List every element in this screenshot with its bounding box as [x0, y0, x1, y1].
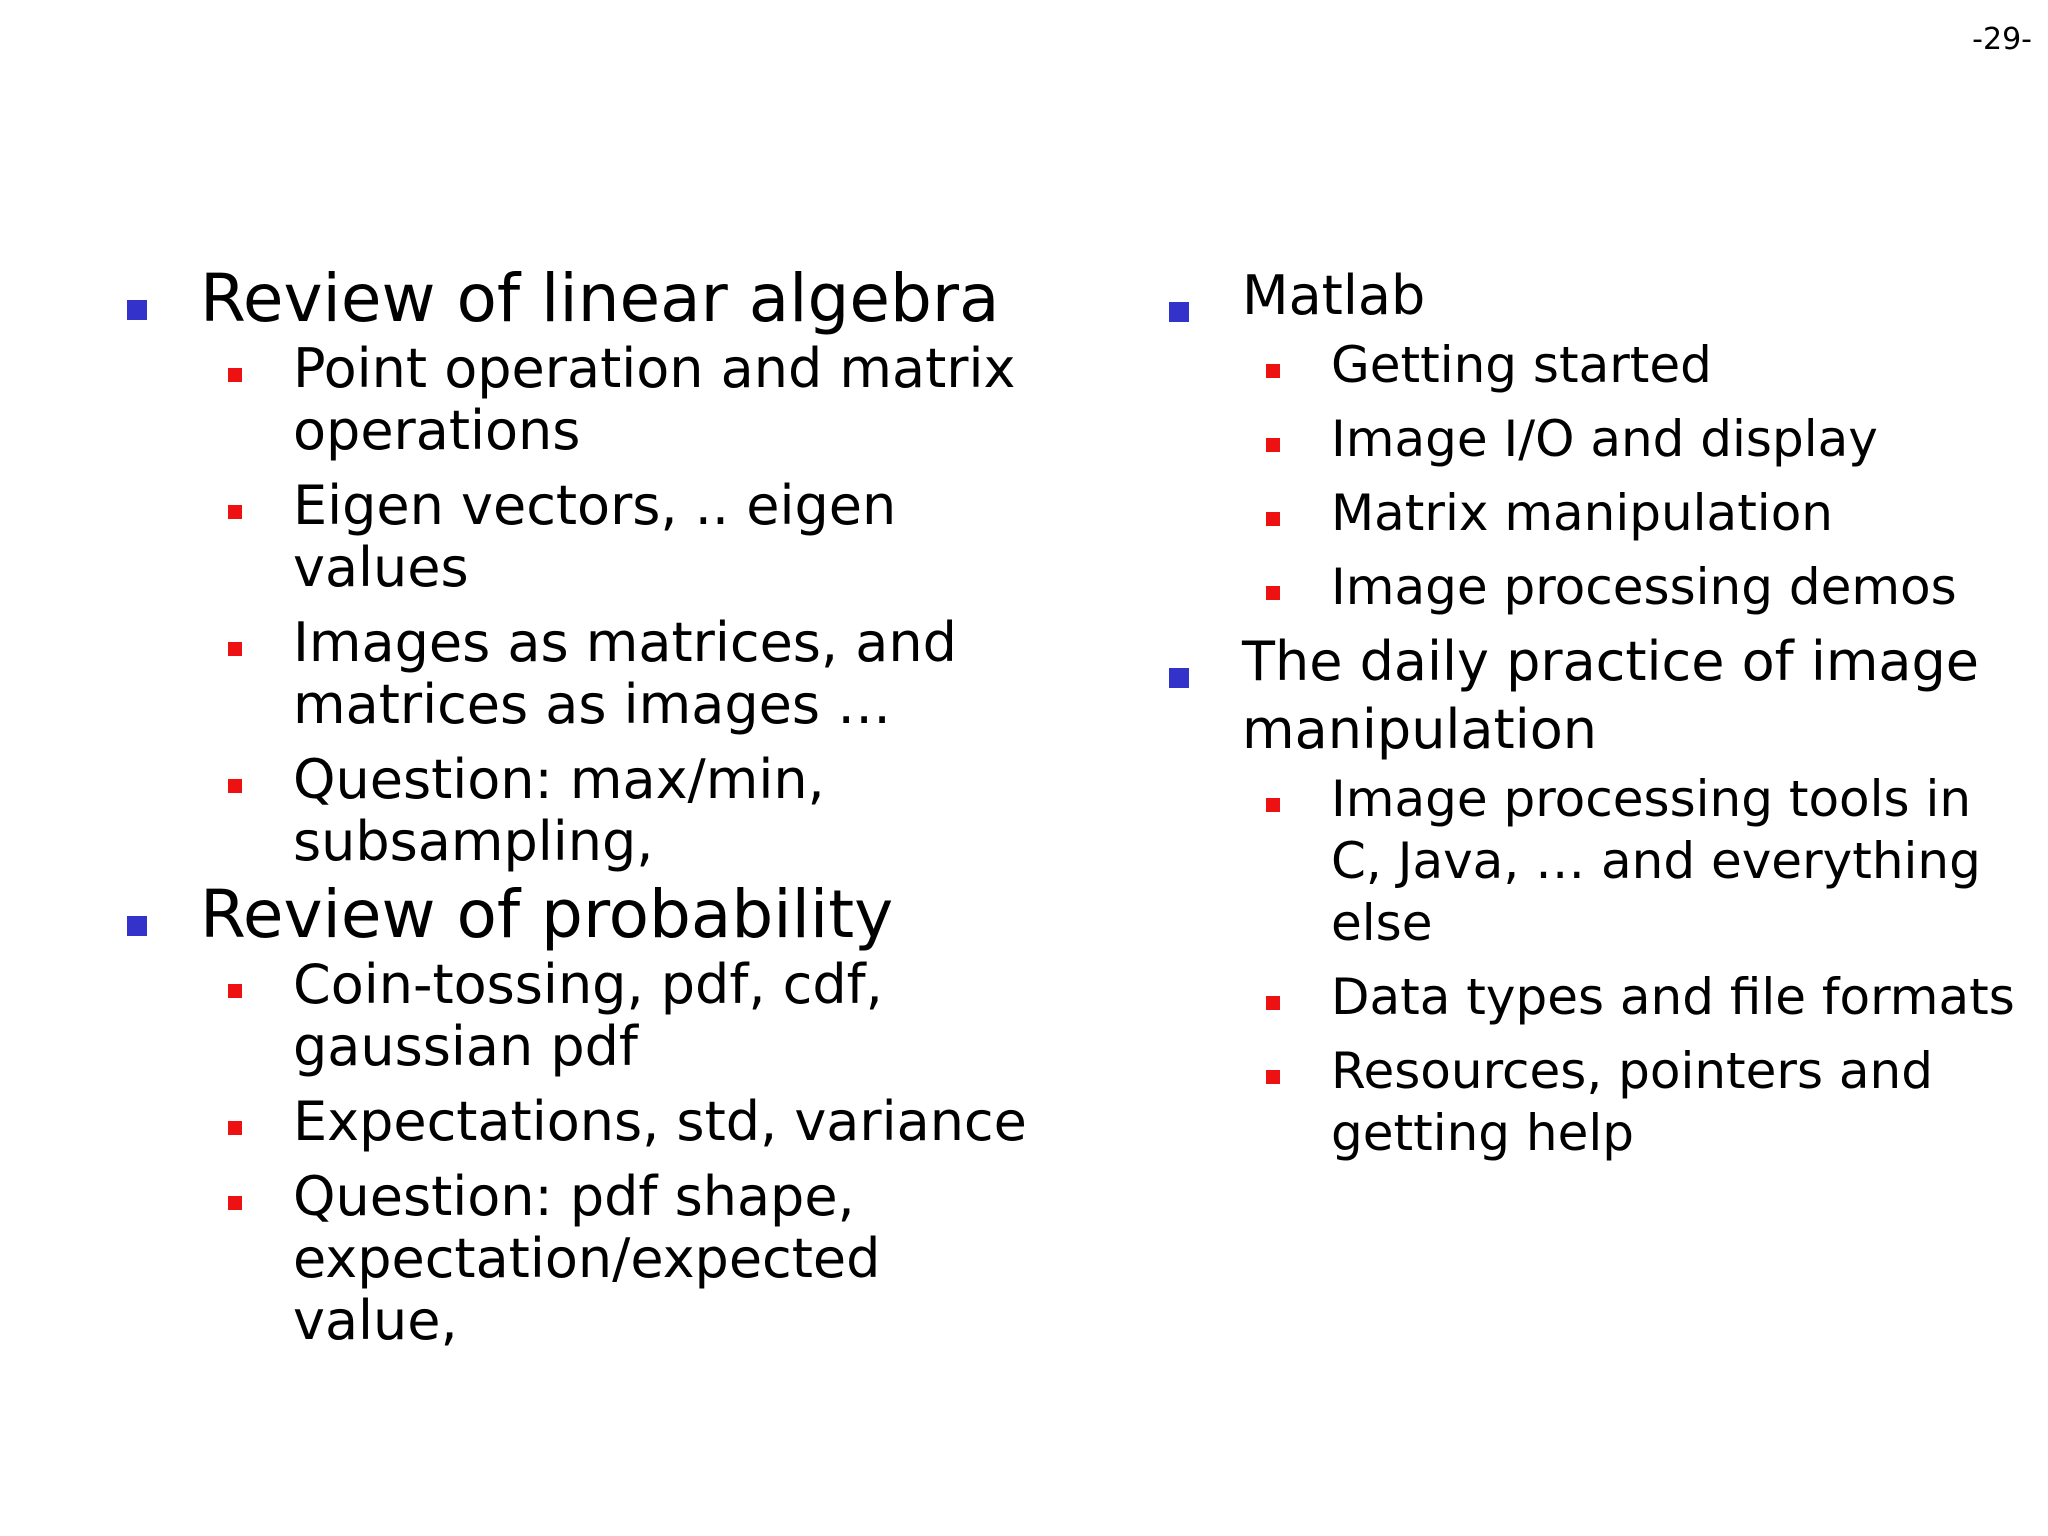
square-bullet-icon — [1266, 798, 1280, 812]
section-title: Review of linear algebra — [200, 260, 1000, 337]
square-bullet-icon — [1169, 302, 1189, 322]
list-item — [228, 475, 1047, 599]
square-bullet-icon — [1266, 996, 1280, 1010]
section-title: The daily practice of image manipulation — [1242, 630, 1980, 761]
square-bullet-icon — [228, 779, 242, 793]
square-bullet-icon — [228, 1196, 242, 1210]
list-item — [1266, 408, 2029, 470]
list-item-text: Coin-tossing, pdf, cdf, gaussian pdf — [293, 953, 883, 1078]
list-item-text: Resources, pointers and getting help — [1331, 1042, 1933, 1162]
square-bullet-icon — [1169, 668, 1189, 688]
square-bullet-icon — [1266, 1070, 1280, 1084]
list-item-text: Images as matrices, and matrices as images … — [293, 611, 957, 736]
list-item-text: Question: pdf shape, expectation/expected value, — [293, 1165, 881, 1352]
square-bullet-icon — [228, 505, 242, 519]
section-title: Matlab — [1242, 264, 1426, 327]
list-item-text: Question: max/min, subsampling, — [293, 748, 825, 873]
list-item-text: Image processing tools in C, Java, … and everything else — [1331, 770, 1981, 952]
list-item — [228, 1091, 1047, 1153]
section-image-manipulation — [1169, 628, 2029, 1164]
sub-list — [1266, 768, 2029, 1164]
square-bullet-icon — [1266, 512, 1280, 526]
square-bullet-icon — [1266, 364, 1280, 378]
section-title: Review of probability — [200, 876, 894, 953]
list-item — [228, 1166, 1047, 1352]
section-matlab — [1169, 262, 2029, 618]
square-bullet-icon — [228, 368, 242, 382]
sub-list — [1266, 334, 2029, 618]
list-item-text: Eigen vectors, .. eigen values — [293, 474, 897, 599]
list-item-text: Data types and file formats — [1331, 968, 2015, 1026]
list-item-text: Point operation and matrix operations — [293, 337, 1016, 462]
list-item-text: Image I/O and display — [1331, 410, 1878, 468]
square-bullet-icon — [228, 642, 242, 656]
sub-list — [228, 338, 1047, 873]
list-item — [1266, 334, 2029, 396]
list-item — [1266, 556, 2029, 618]
list-item-text: Getting started — [1331, 336, 1712, 394]
section-probability — [127, 878, 1047, 1352]
list-item — [1266, 1040, 2029, 1164]
list-item — [228, 338, 1047, 462]
page-number: -29- — [1972, 22, 2032, 57]
section-linear-algebra — [127, 262, 1047, 873]
list-item-text: Matrix manipulation — [1331, 484, 1833, 542]
square-bullet-icon — [127, 916, 147, 936]
list-item-text: Image processing demos — [1331, 558, 1957, 616]
sub-list — [228, 954, 1047, 1352]
list-item — [228, 612, 1047, 736]
list-item — [1266, 966, 2029, 1028]
square-bullet-icon — [1266, 586, 1280, 600]
left-column — [127, 262, 1047, 1365]
list-item — [1266, 482, 2029, 544]
square-bullet-icon — [228, 984, 242, 998]
list-item — [228, 749, 1047, 873]
square-bullet-icon — [127, 300, 147, 320]
right-column — [1169, 262, 2029, 1176]
list-item — [228, 954, 1047, 1078]
square-bullet-icon — [228, 1121, 242, 1135]
list-item-text: Expectations, std, variance — [293, 1090, 1027, 1153]
list-item — [1266, 768, 2029, 954]
square-bullet-icon — [1266, 438, 1280, 452]
